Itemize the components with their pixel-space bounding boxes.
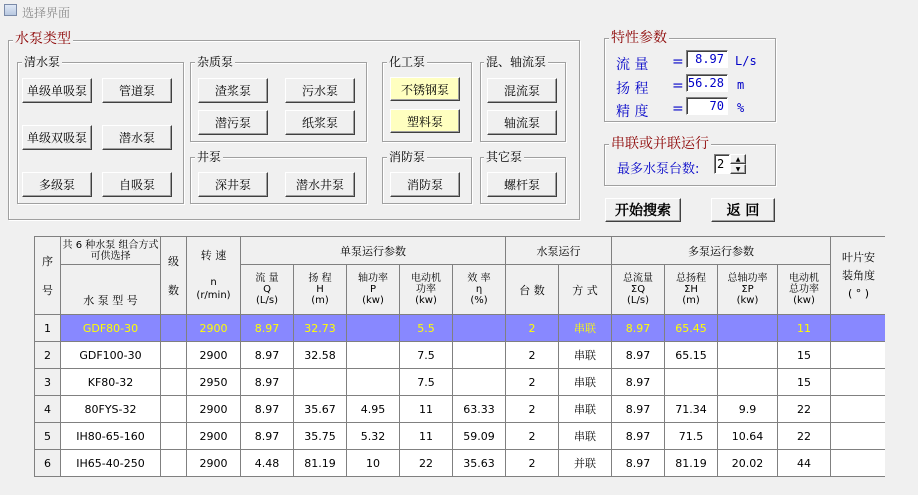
submersible-well-pump-button[interactable]: 潜水井泵 [285, 172, 355, 197]
submersible-pump-button[interactable]: 潜水泵 [102, 125, 172, 150]
cell-count: 2 [506, 315, 559, 342]
table-row[interactable] [35, 369, 887, 396]
header-multi-pump: 多泵运行参数 [612, 237, 831, 265]
header-total-head: 总扬程 ΣH (m) [665, 265, 718, 315]
cell-p: 5.32 [347, 423, 400, 450]
cell-p: 10 [347, 450, 400, 477]
cell-stage [161, 396, 187, 423]
cell-motor: 22 [400, 450, 453, 477]
cell-h: 35.67 [294, 396, 347, 423]
head-input[interactable]: 56.28 [686, 74, 728, 92]
cell-h: 32.73 [294, 315, 347, 342]
screw-pump-button[interactable]: 螺杆泵 [487, 172, 557, 197]
cell-tq: 8.97 [612, 396, 665, 423]
cell-q: 8.97 [241, 423, 294, 450]
header-shaft-power: 轴功率 P (kw) [347, 265, 400, 315]
cell-count: 2 [506, 450, 559, 477]
down-arrow-icon: ▼ [735, 165, 741, 173]
sewage-pump-button[interactable]: 污水泵 [285, 78, 355, 103]
header-pump-run: 水泵运行 [506, 237, 612, 265]
params-title: 特性参数 [611, 30, 667, 46]
spin-up-button[interactable] [730, 154, 746, 164]
cell-eff: 63.33 [453, 396, 506, 423]
cell-angle [831, 369, 887, 396]
cell-motor: 11 [400, 396, 453, 423]
header-total-motor-power: 电动机 总功率 (kw) [778, 265, 831, 315]
cell-motor: 7.5 [400, 342, 453, 369]
cell-angle [831, 423, 887, 450]
header-efficiency: 效 率 η (%) [453, 265, 506, 315]
cell-tp: 10.64 [718, 423, 778, 450]
cell-speed: 2900 [187, 315, 241, 342]
cell-no: 5 [35, 423, 61, 450]
cell-h: 32.58 [294, 342, 347, 369]
cell-no: 4 [35, 396, 61, 423]
cell-eff [453, 315, 506, 342]
cell-th: 81.19 [665, 450, 718, 477]
header-motor-power: 电动机 功率 (kw) [400, 265, 453, 315]
cell-stage [161, 423, 187, 450]
start-search-button[interactable]: 开始搜索 [605, 198, 681, 222]
header-model: 水 泵 型 号 [61, 265, 161, 315]
cell-q: 8.97 [241, 315, 294, 342]
cell-model: GDF100-30 [61, 342, 161, 369]
cell-tp: 9.9 [718, 396, 778, 423]
results-table [34, 236, 887, 477]
window-icon [4, 4, 17, 16]
cell-eff: 59.09 [453, 423, 506, 450]
header-index: 序 号 [35, 237, 61, 315]
table-row[interactable] [35, 315, 887, 342]
cell-model: IH80-65-160 [61, 423, 161, 450]
cell-speed: 2900 [187, 342, 241, 369]
header-single-pump: 单泵运行参数 [241, 237, 506, 265]
header-combination-count: 共 6 种水泵 组合方式 可供选择 [61, 237, 161, 265]
cell-mode: 串联 [559, 342, 612, 369]
cell-p [347, 315, 400, 342]
well-pump-label: 井泵 [197, 150, 222, 164]
cell-angle [831, 315, 887, 342]
flow-eq: = [672, 54, 684, 70]
impurity-pump-label: 杂质泵 [197, 55, 234, 69]
cell-h [294, 369, 347, 396]
cell-speed: 2900 [187, 423, 241, 450]
cell-angle [831, 450, 887, 477]
multistage-pump-button[interactable]: 多级泵 [22, 172, 92, 197]
cell-q: 8.97 [241, 369, 294, 396]
cell-speed: 2900 [187, 396, 241, 423]
cell-mode: 串联 [559, 369, 612, 396]
cell-tp [718, 342, 778, 369]
cell-model: KF80-32 [61, 369, 161, 396]
table-scroll-area[interactable] [885, 236, 901, 484]
fire-pump-button[interactable]: 消防泵 [390, 172, 460, 197]
cell-stage [161, 369, 187, 396]
cell-count: 2 [506, 423, 559, 450]
cell-mode: 串联 [559, 396, 612, 423]
header-total-flow: 总流量 ΣQ (L/s) [612, 265, 665, 315]
cell-model: IH65-40-250 [61, 450, 161, 477]
cell-tmotor: 44 [778, 450, 831, 477]
cell-no: 6 [35, 450, 61, 477]
cell-no: 1 [35, 315, 61, 342]
cell-count: 2 [506, 342, 559, 369]
max-pumps-label: 最多水泵台数: [617, 162, 700, 177]
cell-eff [453, 369, 506, 396]
series-title: 串联或并联运行 [611, 136, 709, 152]
cell-speed: 2950 [187, 369, 241, 396]
cell-h: 35.75 [294, 423, 347, 450]
table-row[interactable] [35, 342, 887, 369]
mixed-flow-button[interactable]: 混流泵 [487, 78, 557, 103]
cell-angle [831, 396, 887, 423]
cell-stage [161, 342, 187, 369]
precision-input[interactable]: 70 [686, 97, 728, 115]
flow-label: 流 量 [616, 57, 649, 73]
cell-p [347, 369, 400, 396]
spin-down-button[interactable] [730, 164, 746, 174]
fire-pump-label: 消防泵 [389, 150, 426, 164]
precision-unit: % [737, 101, 745, 115]
clean-pump-label: 清水泵 [24, 55, 61, 69]
header-flow: 流 量 Q (L/s) [241, 265, 294, 315]
cell-tq: 8.97 [612, 369, 665, 396]
other-pump-label: 其它泵 [486, 150, 523, 164]
cell-no: 3 [35, 369, 61, 396]
cell-eff [453, 342, 506, 369]
cell-q: 8.97 [241, 342, 294, 369]
cell-q: 8.97 [241, 396, 294, 423]
stainless-pump-button[interactable]: 不锈钢泵 [390, 77, 460, 101]
cell-th: 71.5 [665, 423, 718, 450]
cell-tp [718, 369, 778, 396]
submersible-sewage-pump-button[interactable]: 潜污泵 [198, 110, 268, 135]
cell-stage [161, 315, 187, 342]
cell-speed: 2900 [187, 450, 241, 477]
chemical-pump-label: 化工泵 [389, 55, 426, 69]
cell-tmotor: 22 [778, 423, 831, 450]
table-row[interactable] [35, 396, 887, 423]
table-row[interactable] [35, 423, 887, 450]
self-priming-pump-button[interactable]: 自吸泵 [102, 172, 172, 197]
cell-th [665, 369, 718, 396]
max-pumps-input[interactable]: 2 [714, 154, 730, 174]
cell-motor: 7.5 [400, 369, 453, 396]
single-stage-double-suction-button[interactable]: 单级双吸泵 [22, 125, 92, 150]
cell-model: 80FYS-32 [61, 396, 161, 423]
pipeline-pump-button[interactable]: 管道泵 [102, 78, 172, 103]
cell-angle [831, 342, 887, 369]
header-count: 台 数 [506, 265, 559, 315]
cell-count: 2 [506, 396, 559, 423]
header-stage: 级 数 [161, 237, 187, 315]
header-mode: 方 式 [559, 265, 612, 315]
header-speed: 转 速 n (r/min) [187, 237, 241, 315]
cell-model: GDF80-30 [61, 315, 161, 342]
cell-th: 71.34 [665, 396, 718, 423]
cell-tp [718, 315, 778, 342]
plastic-pump-button[interactable]: 塑料泵 [390, 109, 460, 133]
cell-tp: 20.02 [718, 450, 778, 477]
slurry-pump-button[interactable]: 渣浆泵 [198, 78, 268, 103]
precision-eq: = [672, 101, 684, 117]
cell-mode: 串联 [559, 423, 612, 450]
table-row[interactable] [35, 450, 887, 477]
cell-eff: 35.63 [453, 450, 506, 477]
cell-tmotor: 11 [778, 315, 831, 342]
head-unit: m [737, 78, 745, 92]
cell-p: 4.95 [347, 396, 400, 423]
head-eq: = [672, 78, 684, 94]
flow-input[interactable]: 8.97 [686, 50, 728, 68]
cell-h: 81.19 [294, 450, 347, 477]
header-blade-angle: 叶片安 装角度 ( ° ) [831, 237, 887, 315]
cell-th: 65.45 [665, 315, 718, 342]
pump-type-title: 水泵类型 [15, 31, 71, 47]
cell-tq: 8.97 [612, 450, 665, 477]
cell-motor: 5.5 [400, 315, 453, 342]
flow-unit: L/s [735, 54, 757, 68]
cell-motor: 11 [400, 423, 453, 450]
window-title: 选择界面 [22, 6, 71, 20]
pulp-pump-button[interactable]: 纸浆泵 [285, 110, 355, 135]
title-bar [0, 0, 918, 22]
deep-well-pump-button[interactable]: 深井泵 [198, 172, 268, 197]
cell-tq: 8.97 [612, 342, 665, 369]
mixed-axial-label: 混、轴流泵 [486, 55, 547, 69]
cell-tq: 8.97 [612, 315, 665, 342]
up-arrow-icon: ▲ [735, 155, 741, 163]
cell-tq: 8.97 [612, 423, 665, 450]
cell-mode: 串联 [559, 315, 612, 342]
cell-q: 4.48 [241, 450, 294, 477]
axial-flow-button[interactable]: 轴流泵 [487, 110, 557, 135]
head-label: 扬 程 [616, 81, 649, 97]
cell-mode: 并联 [559, 450, 612, 477]
single-stage-single-suction-button[interactable]: 单级单吸泵 [22, 78, 92, 103]
header-total-shaft-power: 总轴功率 ΣP (kw) [718, 265, 778, 315]
cell-p [347, 342, 400, 369]
cell-stage [161, 450, 187, 477]
cell-th: 65.15 [665, 342, 718, 369]
cell-no: 2 [35, 342, 61, 369]
back-button[interactable]: 返 回 [711, 198, 775, 222]
cell-tmotor: 15 [778, 369, 831, 396]
cell-tmotor: 15 [778, 342, 831, 369]
cell-count: 2 [506, 369, 559, 396]
cell-tmotor: 22 [778, 396, 831, 423]
precision-label: 精 度 [616, 104, 649, 120]
header-head: 扬 程 H (m) [294, 265, 347, 315]
